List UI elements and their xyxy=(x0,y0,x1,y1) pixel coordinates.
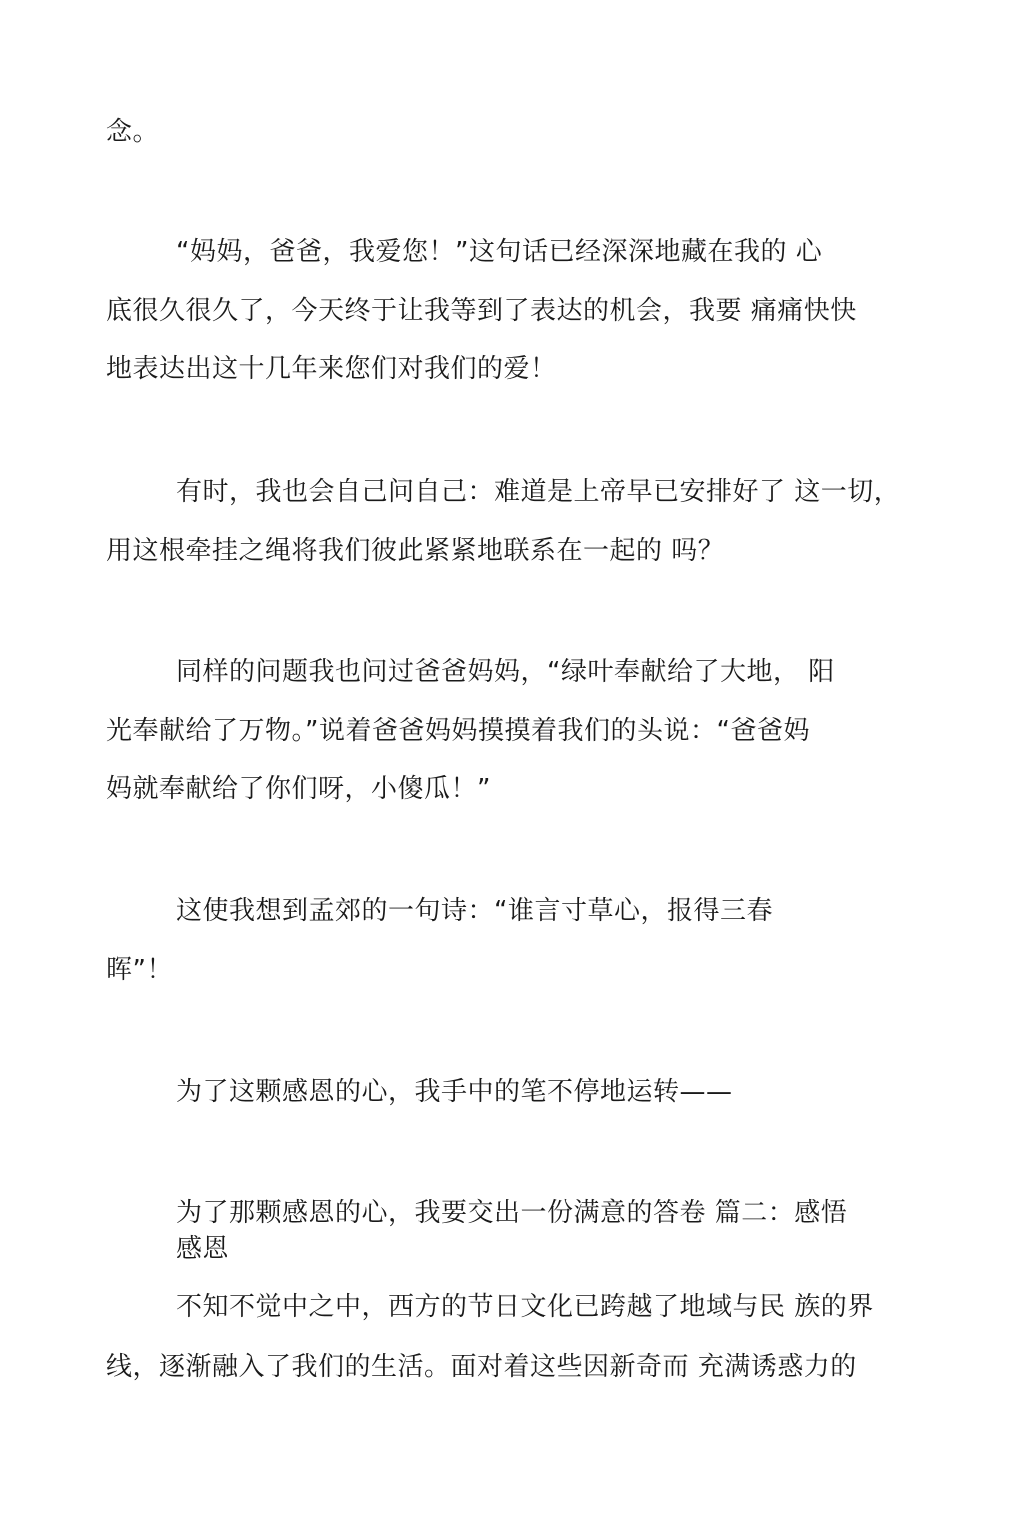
text-line-16: 线，逐渐融入了我们的生活。面对着这些因新奇而 充满诱惑力的 xyxy=(106,1352,857,1382)
text-line-15: 不知不觉中之中，西方的节日文化已跨越了地域与民 族的界 xyxy=(176,1292,874,1322)
text-line-10: 这使我想到孟郊的一句诗：“谁言寸草心，报得三春 xyxy=(176,896,773,926)
text-line-4: 地表达出这十几年来您们对我们的爱！ xyxy=(106,354,557,384)
text-line-13: 为了那颗感恩的心，我要交出一份满意的答卷 篇二：感悟 xyxy=(176,1198,848,1228)
text-line-1: 念。 xyxy=(106,117,160,147)
text-line-5: 有时，我也会自己问自己：难道是上帝早已安排好了 这一切， xyxy=(176,477,901,507)
text-line-2: “妈妈，爸爸，我爱您！”这句话已经深深地藏在我的 心 xyxy=(176,237,823,267)
text-line-11: 晖”！ xyxy=(106,955,173,985)
text-line-6: 用这根牵挂之绳将我们彼此紧紧地联系在一起的 吗？ xyxy=(106,536,725,566)
text-line-3: 底很久很久了，今天终于让我等到了表达的机会，我要 痛痛快快 xyxy=(106,296,857,326)
text-line-12: 为了这颗感恩的心，我手中的笔不停地运转—— xyxy=(176,1077,733,1107)
text-line-7: 同样的问题我也问过爸爸妈妈，“绿叶奉献给了大地， 阳 xyxy=(176,657,835,687)
text-line-9: 妈就奉献给了你们呀，小傻瓜！” xyxy=(106,774,491,804)
text-line-8: 光奉献给了万物。”说着爸爸妈妈摸摸着我们的头说：“爸爸妈 xyxy=(106,716,810,746)
text-line-14: 感恩 xyxy=(176,1234,230,1264)
